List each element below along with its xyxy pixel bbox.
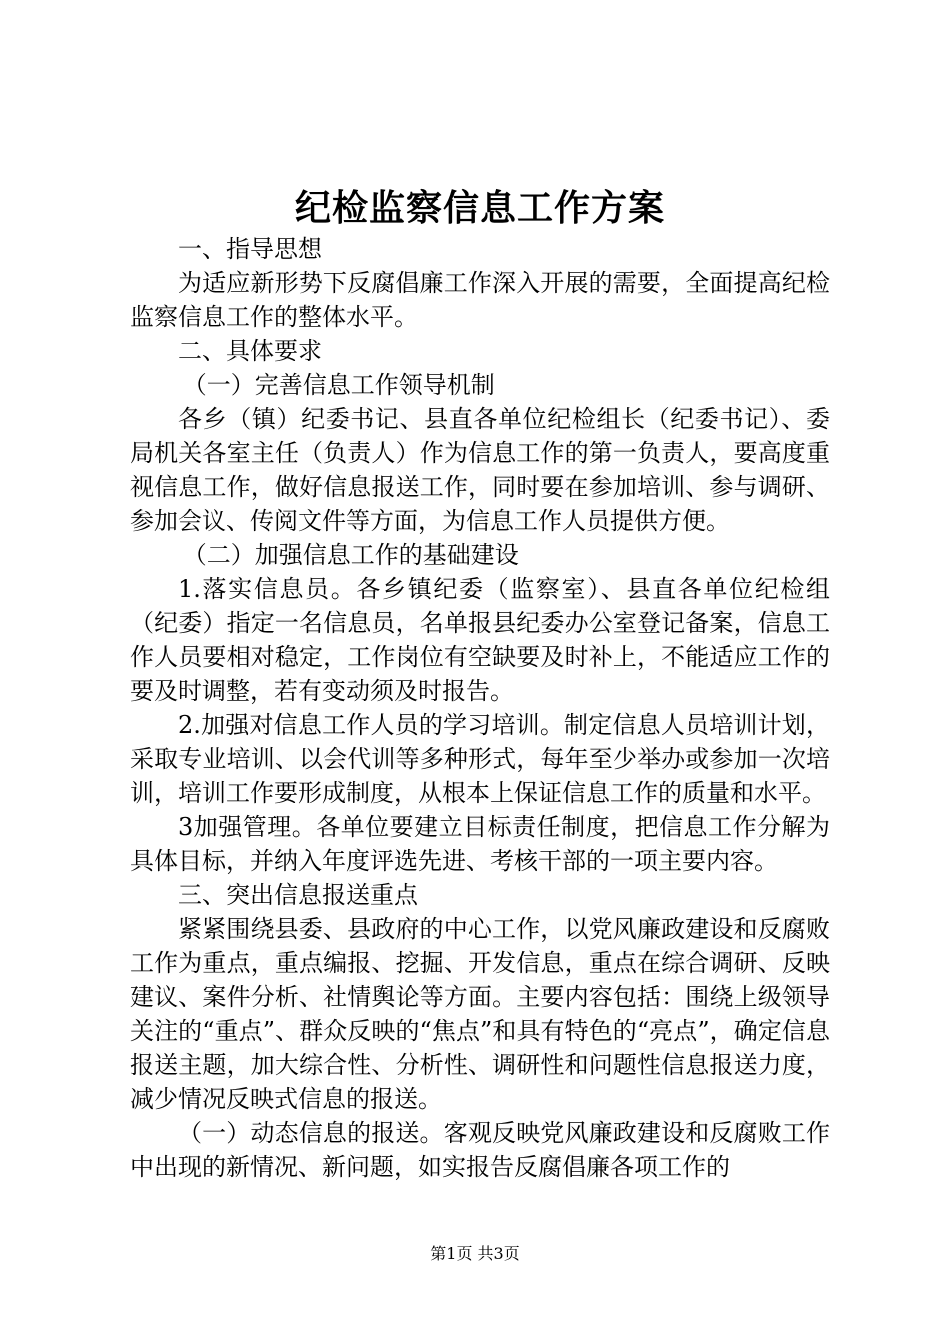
paragraph: （一）动态信息的报送。客观反映党风廉政建设和反腐败工作中出现的新情况、新问题，如实报告反腐倡廉各项工作的 xyxy=(130,1119,830,1181)
page-footer: 第1页 共3页 xyxy=(430,1244,520,1263)
heading-guiding-thought: 一、指导思想 xyxy=(178,235,322,263)
heading-key-points: 三、突出信息报送重点 xyxy=(178,881,418,909)
paragraph: 3加强管理。各单位要建立目标责任制度，把信息工作分解为具体目标，并纳入年度评选先进、考核干部的一项主要内容。 xyxy=(130,813,830,875)
subheading: （二）加强信息工作的基础建设 xyxy=(182,541,519,569)
paragraph: 各乡（镇）纪委书记、县直各单位纪检组长（纪委书记）、委局机关各室主任（负责人）作为信息工作的第一负责人，要高度重视信息工作，做好信息报送工作，同时要在参加培训、参与调研、参加会议、传阅文件等方面，为信息工作人员提供方便。 xyxy=(130,405,830,535)
heading-specific-requirements: 二、具体要求 xyxy=(178,337,322,365)
paragraph: 紧紧围绕县委、县政府的中心工作，以党风廉政建设和反腐败工作为重点，重点编报、挖掘、开发信息，重点在综合调研、反映建议、案件分析、社情舆论等方面。主要内容包括：围绕上级领导关注的“重点”、群众反映的“焦点”和具有特色的“亮点”，确定信息报送主题，加大综合性、分析性、调研性和问题性信息报送力度，减少情况反映式信息的报送。 xyxy=(130,915,830,1113)
paragraph: 1.落实信息员。各乡镇纪委（监察室）、县直各单位纪检组（纪委）指定一名信息员，名单报县纪委办公室登记备案，信息工作人员要相对稳定，工作岗位有空缺要及时补上，不能适应工作的要及时调整，若有变动须及时报告。 xyxy=(130,575,830,705)
paragraph: 为适应新形势下反腐倡廉工作深入开展的需要，全面提高纪检监察信息工作的整体水平。 xyxy=(130,269,830,331)
subheading: （一）完善信息工作领导机制 xyxy=(182,371,495,399)
document-body xyxy=(130,232,830,1184)
document-title: 纪检监察信息工作方案 xyxy=(294,187,665,229)
paragraph: 2.加强对信息工作人员的学习培训。制定信息人员培训计划，采取专业培训、以会代训等多种形式，每年至少举办或参加一次培训，培训工作要形成制度，从根本上保证信息工作的质量和水平。 xyxy=(130,711,830,807)
